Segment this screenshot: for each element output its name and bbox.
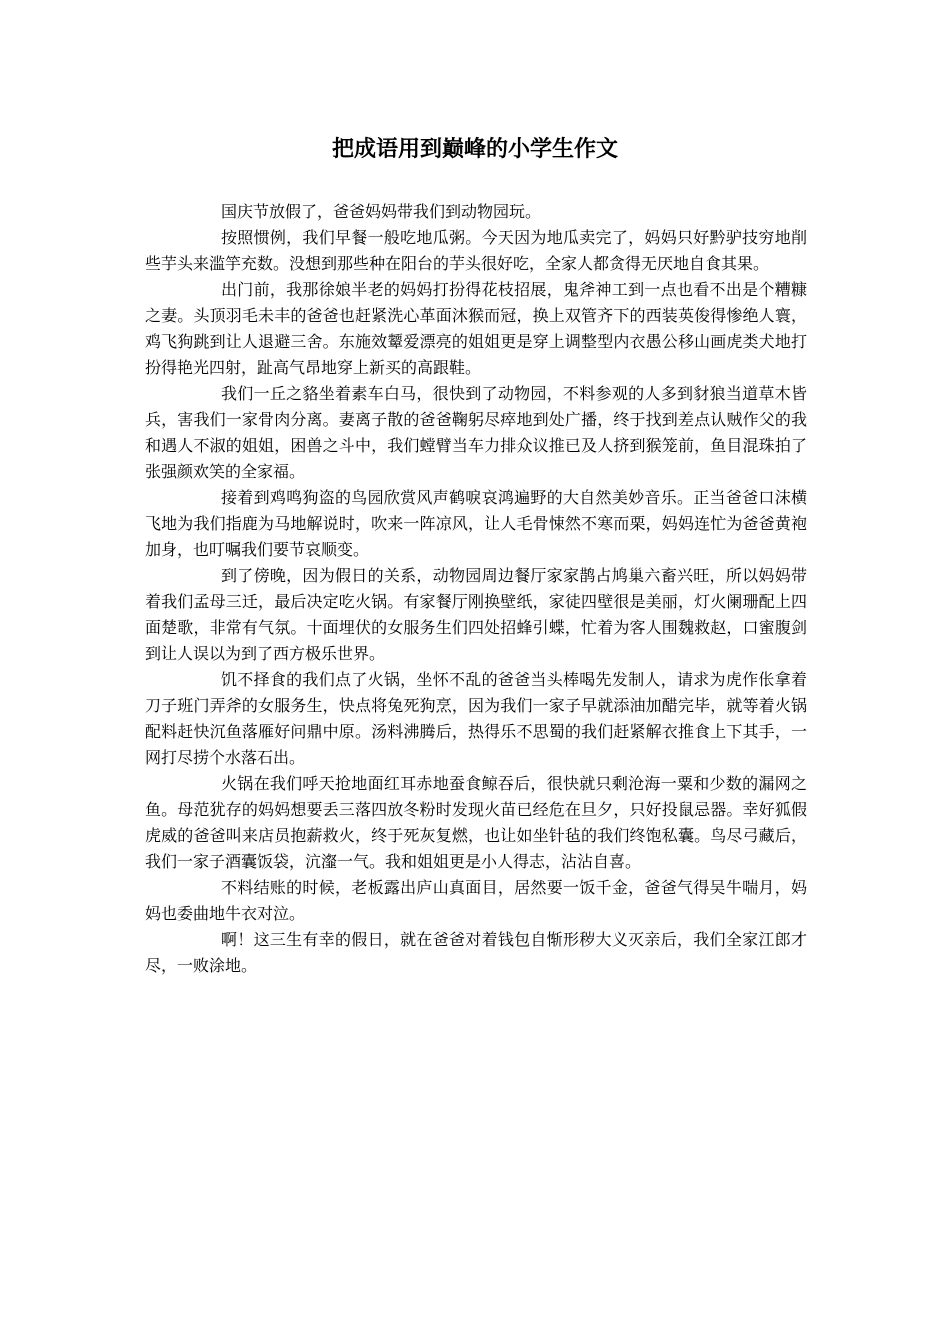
paragraph: 不料结账的时候，老板露出庐山真面目，居然要一饭千金，爸爸气得吴牛喘月，妈妈也委曲地牛衣对泣。 bbox=[145, 878, 807, 923]
paragraph: 饥不择食的我们点了火锅，坐怀不乱的爸爸当头棒喝先发制人，请求为虎作伥拿着刀子班门弄斧的女服务生，快点将兔死狗烹，因为我们一家子早就添油加醋完毕，就等着火锅配料赶快沉鱼落雁好问鼎中原。汤料沸腾后，热得乐不思蜀的我们赶紧解衣推食上下其手，一网打尽捞个水落石出。 bbox=[145, 670, 807, 767]
paragraph: 接着到鸡鸣狗盗的鸟园欣赏风声鹤唳哀鸿遍野的大自然美妙音乐。正当爸爸口沫横飞地为我们指鹿为马地解说时，吹来一阵凉风，让人毛骨悚然不寒而栗，妈妈连忙为爸爸黄袍加身，也叮嘱我们要节哀顺变。 bbox=[145, 488, 807, 559]
paragraph: 出门前，我那徐娘半老的妈妈打扮得花枝招展，鬼斧神工到一点也看不出是个糟糠之妻。头顶羽毛未丰的爸爸也赶紧洗心革面沐猴而冠，换上双管齐下的西装英俊得惨绝人寰，鸡飞狗跳到让人退避三舍。东施效颦爱漂亮的姐姐更是穿上调整型内衣愚公移山画虎类犬地打扮得艳光四射，趾高气昂地穿上新买的高跟鞋。 bbox=[145, 280, 807, 377]
paragraph: 国庆节放假了，爸爸妈妈带我们到动物园玩。 bbox=[221, 202, 542, 221]
document-title: 把成语用到巅峰的小学生作文 bbox=[331, 136, 618, 162]
document-body bbox=[145, 199, 807, 979]
paragraph: 我们一丘之貉坐着素车白马，很快到了动物园，不料参观的人多到豺狼当道草木皆兵，害我们一家骨肉分离。妻离子散的爸爸鞠躬尽瘁地到处广播，终于找到差点认贼作父的我和遇人不淑的姐姐，困兽之斗中，我们螳臂当车力排众议推已及人挤到猴笼前，鱼目混珠拍了张强颜欢笑的全家福。 bbox=[145, 384, 807, 481]
paragraph: 到了傍晚，因为假日的关系，动物园周边餐厅家家鹊占鸠巢六畜兴旺，所以妈妈带着我们孟母三迁，最后决定吃火锅。有家餐厅刚换壁纸，家徒四壁很是美丽，灯火阑珊配上四面楚歌，非常有气氛。十面埋伏的女服务生们四处招蜂引蝶，忙着为客人围魏救赵，口蜜腹剑到让人误以为到了西方极乐世界。 bbox=[145, 566, 807, 663]
paragraph: 按照惯例，我们早餐一般吃地瓜粥。今天因为地瓜卖完了，妈妈只好黔驴技穷地削些芋头来滥竽充数。没想到那些种在阳台的芋头很好吃，全家人都贪得无厌地自食其果。 bbox=[145, 228, 807, 273]
paragraph: 啊！这三生有幸的假日，就在爸爸对着钱包自惭形秽大义灭亲后，我们全家江郎才尽，一败涂地。 bbox=[145, 930, 807, 975]
paragraph: 火锅在我们呼天抢地面红耳赤地蚕食鲸吞后，很快就只剩沧海一粟和少数的漏网之鱼。母范犹存的妈妈想要丢三落四放冬粉时发现火苗已经危在旦夕，只好投鼠忌器。幸好狐假虎威的爸爸叫来店员抱薪救火，终于死灰复燃，也让如坐针毡的我们终饱私囊。鸟尽弓藏后，我们一家子酒囊饭袋，沆瀣一气。我和姐姐更是小人得志，沾沾自喜。 bbox=[145, 774, 807, 871]
